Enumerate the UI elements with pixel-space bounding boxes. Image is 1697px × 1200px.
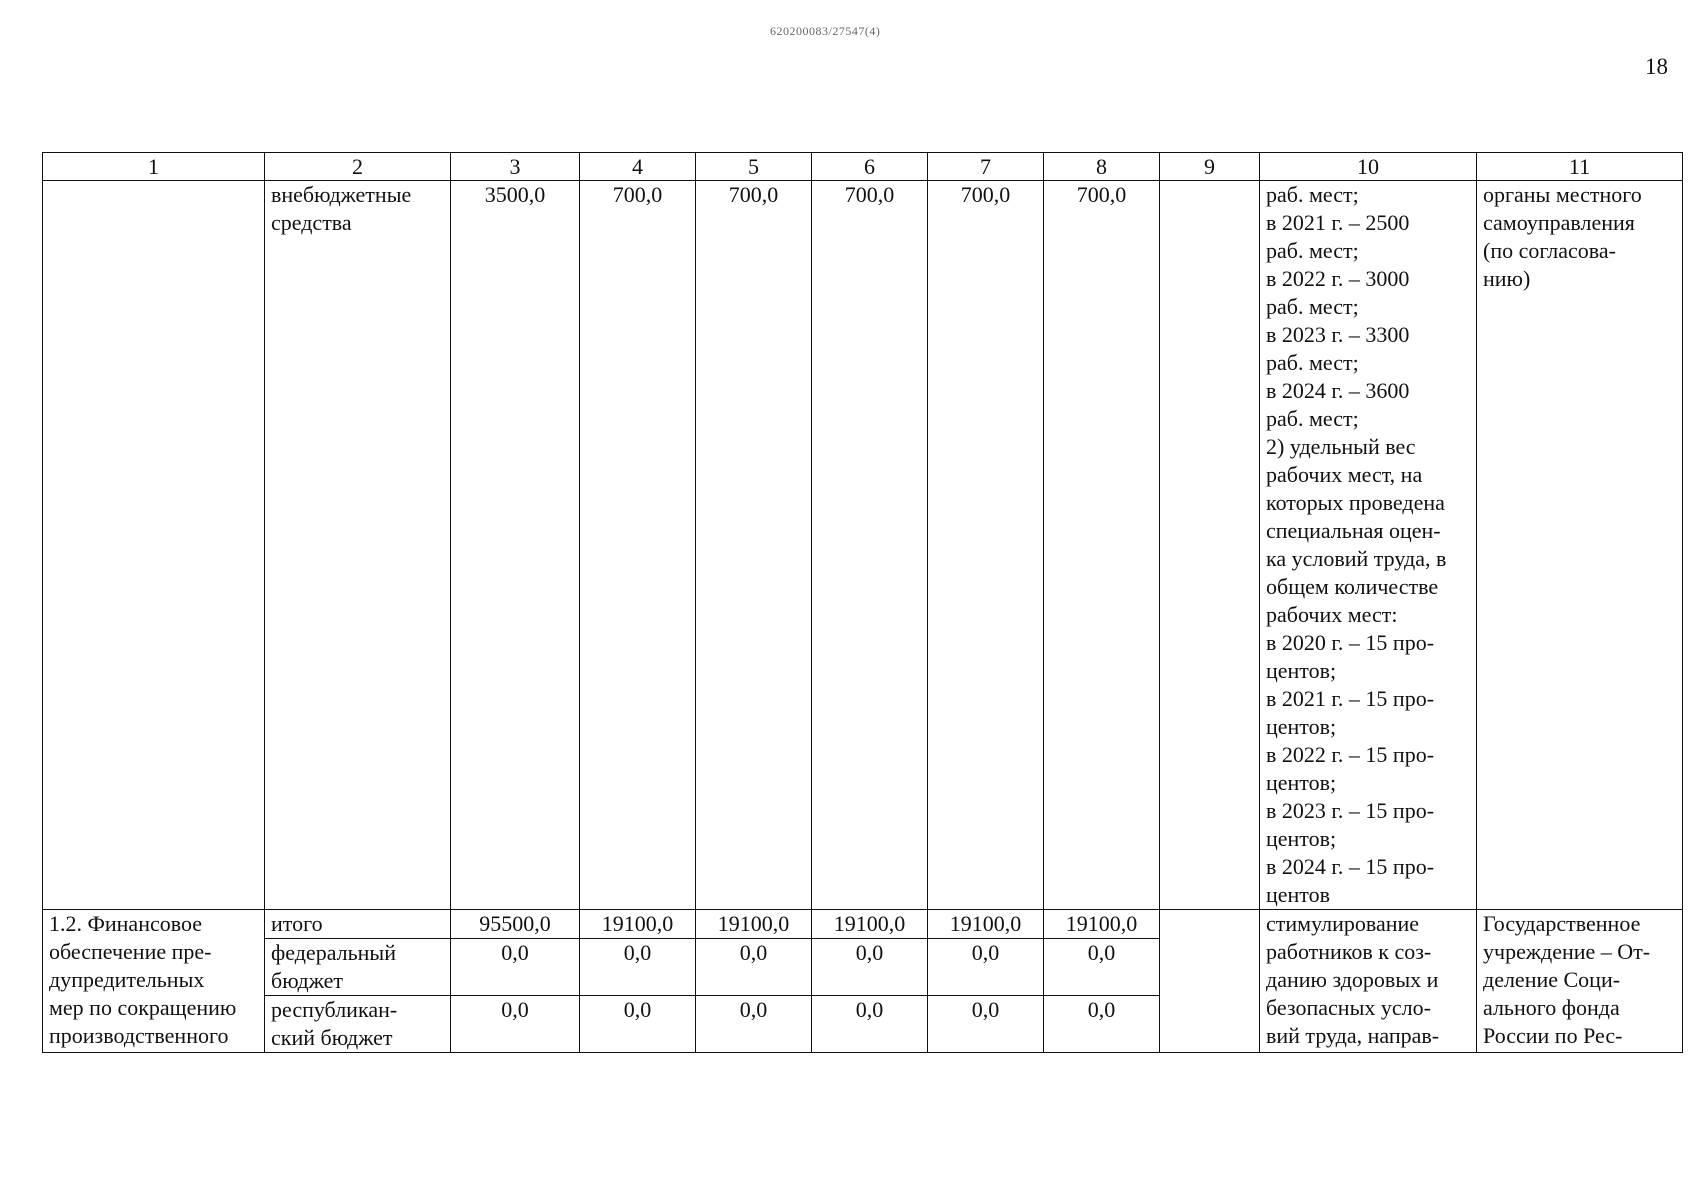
activity-title-line: обеспечение пре- [49,939,212,964]
responsible-line: Государственное [1483,911,1641,936]
amount-cell: 19100,0 [812,910,928,939]
indicator-line: центов; [1266,658,1337,683]
indicator-line: в 2024 г. – 3600 [1266,378,1410,403]
amount-cell: 0,0 [580,996,696,1053]
funding-source-cell [265,939,451,996]
indicator-line: специальная оцен- [1266,518,1441,543]
amount-cell: 0,0 [696,996,812,1053]
amount-cell: 700,0 [696,181,812,910]
amount-cell: 19100,0 [580,910,696,939]
responsible-line: учреждение – От- [1483,939,1651,964]
amount-cell: 0,0 [580,939,696,996]
indicator-line: в 2021 г. – 2500 [1266,210,1410,235]
indicator-line: раб. мест; [1266,350,1359,375]
indicator-line: стимулирование [1266,911,1420,936]
table-row [43,181,1683,910]
funding-source-text: внебюджетные [271,182,412,207]
amount-cell: 0,0 [928,939,1044,996]
amount-cell: 19100,0 [696,910,812,939]
indicators-cell [1260,181,1477,910]
funding-source-text: бюджет [271,968,343,993]
responsible-cell [1477,181,1683,910]
amount-cell: 700,0 [812,181,928,910]
indicator-line: в 2022 г. – 15 про- [1266,742,1435,767]
column-number: 7 [928,153,1044,181]
indicators-cell [1260,910,1477,1053]
activity-title-line: дупредительных [49,967,205,992]
indicator-line: которых проведена [1266,490,1445,515]
amount-cell: 700,0 [580,181,696,910]
activity-title-cell [43,910,265,1053]
amount-cell: 0,0 [812,996,928,1053]
indicator-line: ка условий труда, в [1266,546,1447,571]
indicator-line: раб. мест; [1266,294,1359,319]
activity-cell [43,181,265,910]
indicator-line: в 2024 г. – 15 про- [1266,854,1435,879]
responsible-line: нию) [1483,266,1531,291]
amount-cell: 0,0 [451,996,580,1053]
funding-source-text: федеральный [271,940,396,965]
indicator-line: центов [1266,882,1331,907]
funding-source-text: республикан- [271,997,398,1022]
indicator-line: центов; [1266,770,1337,795]
activity-title-line: мер по сокращению [49,995,237,1020]
activity-title-line: производственного [49,1023,229,1048]
column-number: 10 [1260,153,1477,181]
amount-cell: 0,0 [1044,939,1160,996]
responsible-cell [1477,910,1683,1053]
column-number: 6 [812,153,928,181]
amount-cell: 0,0 [928,996,1044,1053]
amount-cell: 3500,0 [451,181,580,910]
column-number: 11 [1477,153,1683,181]
amount-cell: 95500,0 [451,910,580,939]
indicator-line: раб. мест; [1266,238,1359,263]
column-number: 5 [696,153,812,181]
funding-source-cell [265,996,451,1053]
responsible-line: России по Рес- [1483,1023,1623,1048]
program-table [42,152,1683,1053]
indicator-line: центов; [1266,714,1337,739]
indicator-line: работников к соз- [1266,939,1432,964]
indicator-line: общем количестве [1266,574,1439,599]
column-number: 4 [580,153,696,181]
responsible-line: самоуправления [1483,210,1635,235]
indicator-line: вий труда, направ- [1266,1023,1440,1048]
indicator-line: раб. мест; [1266,182,1359,207]
indicator-line: данию здоровых и [1266,967,1439,992]
document-registration-stamp: 620200083/27547(4) [770,24,881,38]
amount-cell: 0,0 [451,939,580,996]
column-number-row [43,153,1683,181]
page-number: 18 [1645,54,1668,79]
amount-cell: 19100,0 [1044,910,1160,939]
funding-source-text: средства [271,210,352,235]
indicator-line: в 2023 г. – 15 про- [1266,798,1435,823]
activity-title-line: 1.2. Финансовое [49,911,203,936]
indicator-line: в 2022 г. – 3000 [1266,266,1410,291]
indicator-line: безопасных усло- [1266,995,1431,1020]
responsible-line: (по согласова- [1483,238,1616,263]
amount-cell: 700,0 [1044,181,1160,910]
indicator-line: в 2020 г. – 15 про- [1266,630,1435,655]
amount-cell: 0,0 [812,939,928,996]
funding-source-cell [265,910,451,939]
indicator-line: рабочих мест, на [1266,462,1423,487]
amount-cell: 19100,0 [928,910,1044,939]
empty-cell [1160,181,1260,910]
funding-source-cell [265,181,451,910]
amount-cell: 0,0 [1044,996,1160,1053]
responsible-line: органы местного [1483,182,1642,207]
indicator-line: рабочих мест: [1266,602,1398,627]
amount-cell: 700,0 [928,181,1044,910]
empty-cell [1160,910,1260,1053]
indicator-line: в 2023 г. – 3300 [1266,322,1410,347]
indicator-line: раб. мест; [1266,406,1359,431]
table-row [43,910,1683,939]
indicator-line: в 2021 г. – 15 про- [1266,686,1435,711]
funding-source-text: итого [271,911,323,936]
indicator-line: центов; [1266,826,1337,851]
column-number: 1 [43,153,265,181]
amount-cell: 0,0 [696,939,812,996]
responsible-line: деление Соци- [1483,967,1621,992]
indicator-line: 2) удельный вес [1266,434,1416,459]
column-number: 9 [1160,153,1260,181]
responsible-line: ального фонда [1483,995,1620,1020]
column-number: 2 [265,153,451,181]
column-number: 8 [1044,153,1160,181]
column-number: 3 [451,153,580,181]
funding-source-text: ский бюджет [271,1025,393,1050]
